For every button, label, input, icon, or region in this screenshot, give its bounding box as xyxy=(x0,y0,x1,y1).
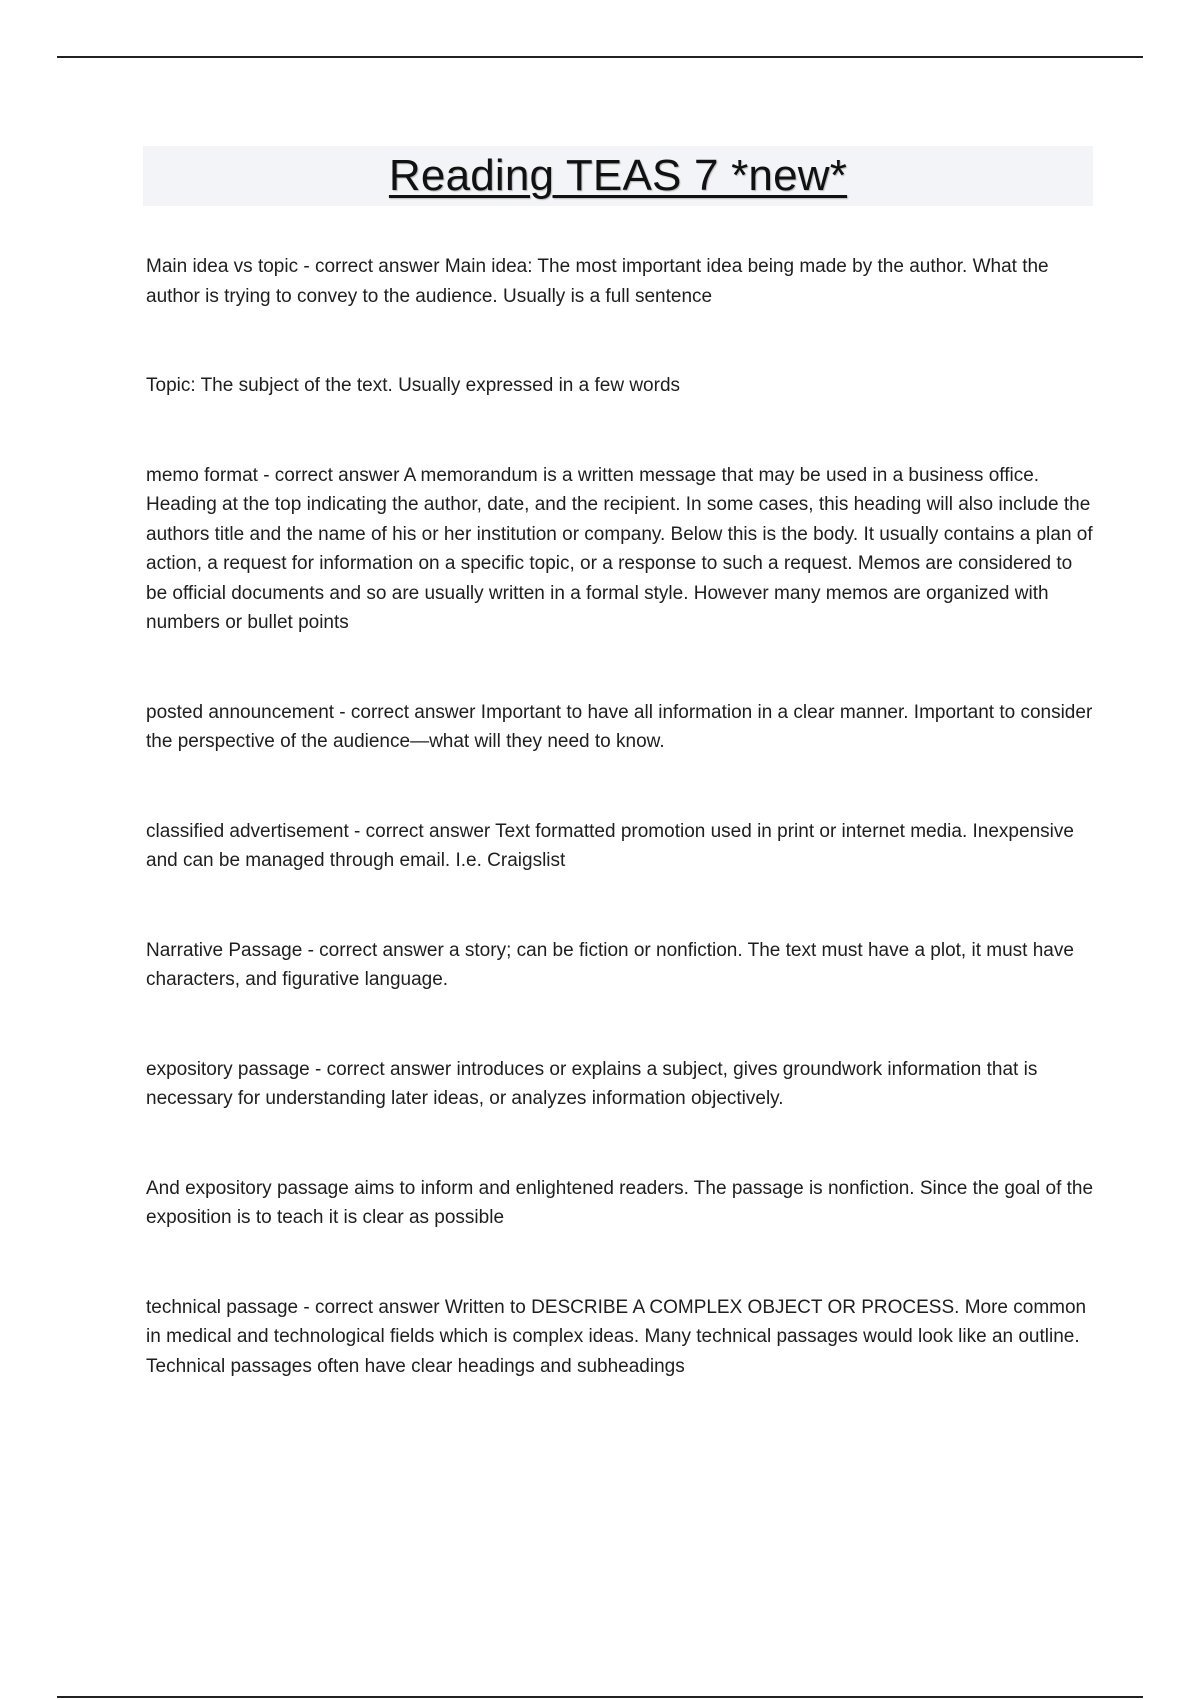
paragraph-expository-aims: And expository passage aims to inform and enlightened readers. The passage is nonfiction. Since the goal of the exposition is to teach it is clear as possible xyxy=(146,1177,1094,1228)
paragraph-topic: Topic: The subject of the text. Usually expressed in a few words xyxy=(146,375,681,396)
paragraph-main-idea: Main idea vs topic - correct answer Main idea: The most important idea being made by the author. What the author is trying to convey to the audience. Usually is a full sentence xyxy=(146,256,1049,307)
paragraph-posted-announcement: posted announcement - correct answer Important to have all information in a clear manner. Important to consider the perspective of the audience—what will they need to know. xyxy=(146,701,1093,752)
document-body xyxy=(146,252,1096,1441)
top-divider xyxy=(57,56,1143,58)
title-banner xyxy=(143,146,1093,206)
bottom-divider xyxy=(57,1696,1143,1698)
document-title: Reading TEAS 7 *new* xyxy=(388,151,848,200)
paragraph-classified-advertisement: classified advertisement - correct answer Text formatted promotion used in print or internet media. Inexpensive and can be managed through email. I.e. Craigslist xyxy=(146,820,1074,871)
paragraph-narrative-passage: Narrative Passage - correct answer a story; can be fiction or nonfiction. The text must have a plot, it must have characters, and figurative language. xyxy=(146,939,1074,990)
paragraph-memo-format: memo format - correct answer A memorandum is a written message that may be used in a business office. Heading at the top indicating the author, date, and the recipient. In some cases, this heading will also include the authors title and the name of his or her institution or company. Below this is the body. It usually contains a plan of action, a request for information on a specific topic, or a response to such a request. Memos are considered to be official documents and so are usually written in a formal style. However many memos are organized with numbers or bullet points xyxy=(146,464,1093,633)
paragraph-technical-passage: technical passage - correct answer Written to DESCRIBE A COMPLEX OBJECT OR PROCESS. More common in medical and technological fields which is complex ideas. Many technical passages would look like an outline. Technical passages often have clear headings and subheadings xyxy=(146,1296,1087,1377)
paragraph-expository-passage: expository passage - correct answer introduces or explains a subject, gives groundwork information that is necessary for understanding later ideas, or analyzes information objectively. xyxy=(146,1058,1038,1109)
